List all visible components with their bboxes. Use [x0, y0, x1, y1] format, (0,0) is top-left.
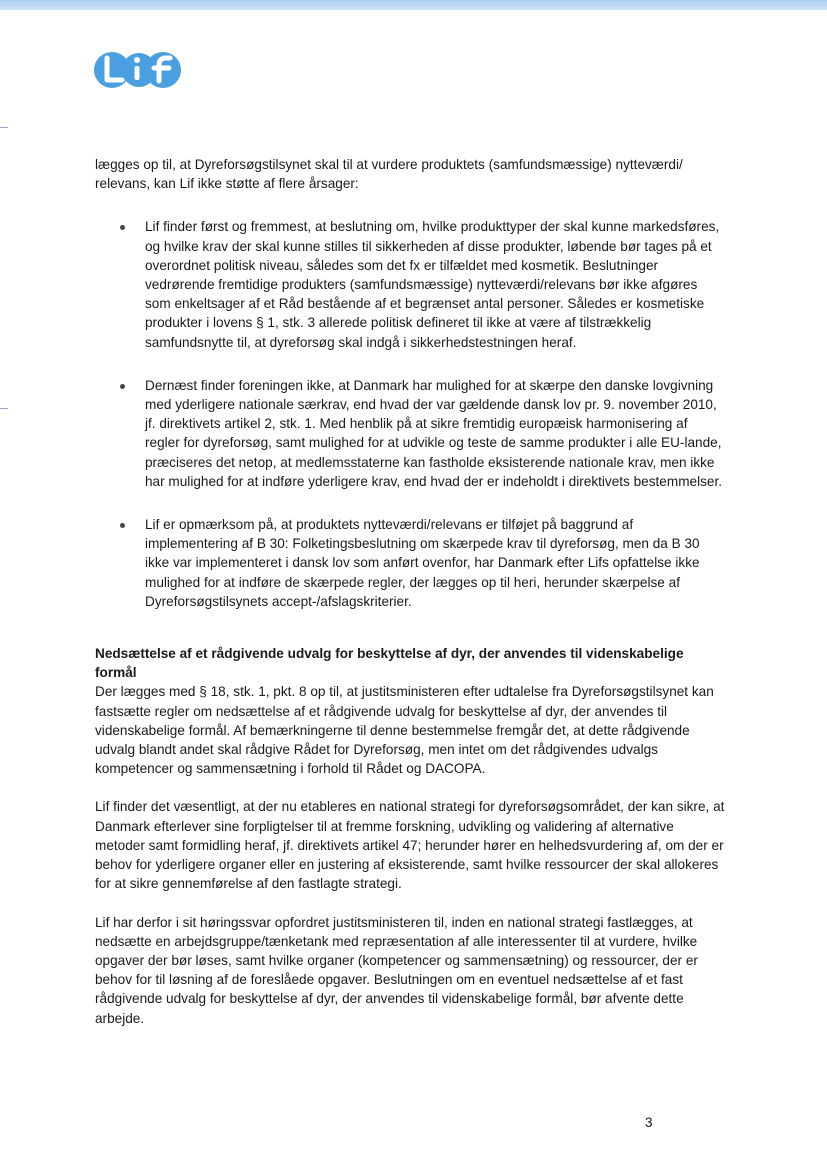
bullet-text: Lif er opmærksom på, at produktets nytteværdi/relevans er tilføjet på baggrund af implementering af B 30: Folketingsbeslutning om skærpede krav til dyreforsøg, men da B 30 ikke var implementeret i dansk lov som anført ovenfor, har Danmark efter Lifs opfattelse ikke mulighed for at indføre de skærpede regler, der lægges op til heri, herunder skærpelse af Dyreforsøgstilsynets accept-/afslagskriterier. — [145, 517, 700, 609]
bullet-text: Lif finder først og fremmest, at beslutning om, hvilke produkttyper der skal kunne markedsføres, og hvilke krav der skal kunne stilles til sikkerheden af disse produkter, løbende bør tages på et overordnet politisk niveau, således som det fx er tilfældet med kosmetik. Beslutninger vedrørende fremtidige produkters (samfundsmæssige) nytteværdi/relevans bør ikke afgøres som enkeltsager af et Råd bestående af et begrænset antal personer. Således er kosmetiske produkter i lovens § 1, stk. 3 allerede politisk defineret til ikke at være af tilstrækkelig samfundsnytte til, at dyreforsøg skal indgå i sikkerhedstestningen heraf. — [145, 219, 720, 350]
bullet-item — [95, 515, 725, 611]
margin-mark — [0, 408, 8, 409]
bullet-item — [95, 217, 725, 351]
bullet-item — [95, 376, 725, 491]
page-number: 3 — [645, 1115, 653, 1130]
bullet-icon — [120, 384, 125, 389]
section-paragraph: Der lægges med § 18, stk. 1, pkt. 8 op til, at justitsministeren efter udtalelse fra Dyreforsøgstilsynet kan fastsætte regler om nedsættelse af et rådgivende udvalg for beskyttelse af dyr, der anvendes til videnskabelige formål. Af bemærkningerne til denne bestemmelse fremgår det, at dette rådgivende udvalg blandt andet skal rådgive Rådet for Dyreforsøg, men intet om det rådgivendes udvalgs kompetencer og sammensætning i forhold til Rådet og DACOPA. — [95, 684, 714, 777]
bullet-list — [95, 217, 725, 611]
bullet-text: Dernæst finder foreningen ikke, at Danmark har mulighed for at skærpe den danske lovgivning med yderligere nationale særkrav, end hvad der var gældende dansk lov pr. 9. november 2010, jf. direktivets artikel 2, stk. 1. Med henblik på at sikre fremtidig europæisk harmonisering af regler for dyreforsøg, samt mulighed for at udvikle og teste de samme produkter i alle EU-lande, præciseres det netop, at medlemsstaterne kan fastholde eksisterende nationale krav, men ikke har mulighed for at indføre yderligere krav, end hvad der er indeholdt i direktivets bestemmelser. — [145, 377, 723, 489]
section-paragraph: Lif finder det væsentligt, at der nu etableres en national strategi for dyreforsøgsområdet, der kan sikre, at Danmark efterlever sine forpligtelser til at fremme forskning, udvikling og validering af alternative metoder samt formidling heraf, jf. direktivets artikel 47; herunder hører en helhedsvurdering af, om der er behov for yderligere organer eller en justering af eksisterende, samt hvilke ressourcer der skal allokeres for at sikre gennemførelse af den fastlagte strategi. — [95, 799, 725, 892]
document-body — [95, 155, 725, 1028]
section-paragraph: Lif har derfor i sit høringssvar opfordret justitsministeren til, inden en national strategi fastlægges, at nedsætte en arbejdsgruppe/tænketank med repræsentation af alle interessenter til at vurdere, hvilke opgaver der bør løses, samt hvilke organer (kompetencer og sammensætning) og ressourcer, der er behov for til løsning af de foreslåede opgaver. Beslutningen om en eventuel nedsættelse af et fast rådgivende udvalg for beskyttelse af dyr, der anvendes til videnskabelige formål, bør afvente dette arbejde. — [95, 914, 698, 1026]
top-color-band — [0, 0, 827, 10]
intro-paragraph: lægges op til, at Dyreforsøgstilsynet skal til at vurdere produktets (samfundsmæssige) nytteværdi/ relevans, kan Lif ikke støtte af flere årsager: — [95, 157, 683, 192]
section-heading: Nedsættelse af et rådgivende udvalg for beskyttelse af dyr, der anvendes til videnskabelige formål — [95, 646, 684, 681]
bullet-icon — [120, 225, 125, 230]
bullet-icon — [120, 523, 125, 528]
lif-logo — [93, 48, 183, 92]
margin-mark — [0, 127, 8, 128]
